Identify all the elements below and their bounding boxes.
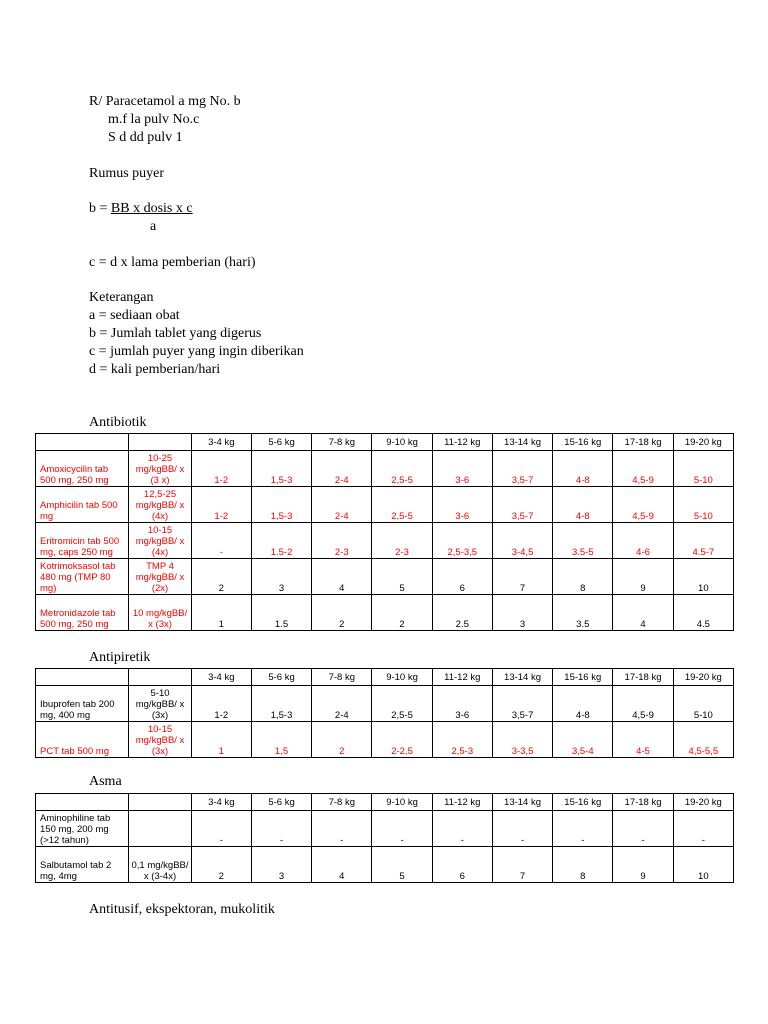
- table-row: [36, 595, 734, 631]
- dose-value: 4-8: [553, 451, 613, 487]
- dose-value: 5-10: [673, 451, 733, 487]
- dose-value: 2-4: [312, 451, 372, 487]
- legend-item: d = kali pemberian/hari: [89, 362, 221, 377]
- dose-value: 2,5-3,5: [432, 523, 492, 559]
- header-blank: [129, 669, 191, 686]
- drug-name: Kotrimoksasol tab 480 mg (TMP 80 mg): [36, 559, 129, 595]
- dose-value: 4,5-9: [613, 451, 673, 487]
- header-row: [36, 669, 734, 686]
- section-title: Antitusif, ekspektoran, mukolitik: [89, 902, 275, 917]
- dose-value: 3-6: [432, 487, 492, 523]
- dose-value: 10: [673, 847, 733, 883]
- dose-value: 4,5-5,5: [673, 722, 733, 758]
- header-blank: [36, 434, 129, 451]
- dose-value: 4.5-7: [673, 523, 733, 559]
- header-blank: [36, 669, 129, 686]
- weight-header: 19-20 kg: [673, 669, 733, 686]
- dose-value: 2-4: [312, 487, 372, 523]
- dose-cell: 10 mg/kgBB/ x (3x): [129, 595, 191, 631]
- dose-value: -: [492, 811, 552, 847]
- weight-header: 17-18 kg: [613, 434, 673, 451]
- dose-value: 3: [251, 847, 311, 883]
- rumus-title: Rumus puyer: [89, 166, 165, 181]
- dose-value: 3,5-7: [492, 686, 552, 722]
- table-row: [36, 811, 734, 847]
- dose-cell: 0,1 mg/kgBB/ x (3-4x): [129, 847, 191, 883]
- weight-header: 9-10 kg: [372, 434, 432, 451]
- weight-header: 13-14 kg: [492, 794, 552, 811]
- dose-value: 4,5-9: [613, 686, 673, 722]
- section-title: Antipiretik: [89, 650, 151, 665]
- dose-value: 4.5: [673, 595, 733, 631]
- dose-value: 1: [191, 595, 251, 631]
- dose-cell: 10-25 mg/kgBB/ x (3 x): [129, 451, 191, 487]
- dose-value: -: [251, 811, 311, 847]
- dose-value: 2,5-5: [372, 451, 432, 487]
- dose-value: 1,5-3: [251, 451, 311, 487]
- dose-value: 3.5: [553, 595, 613, 631]
- drug-name: Ibuprofen tab 200 mg, 400 mg: [36, 686, 129, 722]
- dose-value: 2,5-3: [432, 722, 492, 758]
- dose-value: 2: [372, 595, 432, 631]
- dose-value: 4-6: [613, 523, 673, 559]
- dose-value: 3: [251, 559, 311, 595]
- header-row: [36, 434, 734, 451]
- weight-header: 13-14 kg: [492, 669, 552, 686]
- dose-value: 3-3,5: [492, 722, 552, 758]
- dose-value: 2.5: [432, 595, 492, 631]
- dose-value: 3,5-7: [492, 451, 552, 487]
- dose-value: -: [312, 811, 372, 847]
- dose-cell: 5-10 mg/kgBB/ x (3x): [129, 686, 191, 722]
- dose-value: 4,5-9: [613, 487, 673, 523]
- weight-header: 17-18 kg: [613, 794, 673, 811]
- dose-value: -: [191, 811, 251, 847]
- dose-value: 8: [553, 559, 613, 595]
- weight-header: 15-16 kg: [553, 434, 613, 451]
- dose-value: 2,5-5: [372, 487, 432, 523]
- dose-value: 5: [372, 559, 432, 595]
- dose-value: 2: [191, 847, 251, 883]
- dose-value: 3,5-7: [492, 487, 552, 523]
- table-row: [36, 523, 734, 559]
- dose-value: -: [432, 811, 492, 847]
- weight-header: 17-18 kg: [613, 669, 673, 686]
- dose-value: 1.5-2: [251, 523, 311, 559]
- dose-value: 3-6: [432, 686, 492, 722]
- drug-name: Eritromicin tab 500 mg, caps 250 mg: [36, 523, 129, 559]
- dose-value: 2-4: [312, 686, 372, 722]
- formula-b-denominator: a: [150, 219, 157, 234]
- weight-header: 13-14 kg: [492, 434, 552, 451]
- rx-line: S d dd pulv 1: [108, 130, 183, 145]
- table-row: [36, 847, 734, 883]
- dose-value: 4: [613, 595, 673, 631]
- weight-header: 3-4 kg: [191, 434, 251, 451]
- dosage-table: [35, 668, 734, 758]
- weight-header: 19-20 kg: [673, 794, 733, 811]
- dose-value: 2-3: [372, 523, 432, 559]
- dose-value: 2: [312, 722, 372, 758]
- weight-header: 15-16 kg: [553, 794, 613, 811]
- dose-value: 3,5-4: [553, 722, 613, 758]
- legend-item: b = Jumlah tablet yang digerus: [89, 326, 262, 341]
- dose-value: 5: [372, 847, 432, 883]
- formula-b-prefix: b =: [89, 201, 111, 216]
- rx-line: R/ Paracetamol a mg No. b: [89, 94, 241, 109]
- dose-cell: 10-15 mg/kgBB/ x (3x): [129, 722, 191, 758]
- dose-value: -: [191, 523, 251, 559]
- header-blank: [129, 434, 191, 451]
- drug-name: PCT tab 500 mg: [36, 722, 129, 758]
- dose-value: 5-10: [673, 487, 733, 523]
- dose-value: 10: [673, 559, 733, 595]
- dose-value: 1,5-3: [251, 686, 311, 722]
- dose-value: 3.5-5: [553, 523, 613, 559]
- dose-value: 7: [492, 559, 552, 595]
- dose-cell: [129, 811, 191, 847]
- dose-value: 9: [613, 847, 673, 883]
- weight-header: 11-12 kg: [432, 669, 492, 686]
- drug-name: Amoxicycilin tab 500 mg, 250 mg: [36, 451, 129, 487]
- weight-header: 15-16 kg: [553, 669, 613, 686]
- section-title: Antibiotik: [89, 415, 147, 430]
- weight-header: 11-12 kg: [432, 794, 492, 811]
- dose-value: 4-5: [613, 722, 673, 758]
- formula-c: c = d x lama pemberian (hari): [89, 255, 256, 270]
- dose-value: 2: [312, 595, 372, 631]
- dose-value: 4-8: [553, 686, 613, 722]
- section-title: Asma: [89, 774, 122, 789]
- dose-value: 1,5: [251, 722, 311, 758]
- dose-value: 4: [312, 559, 372, 595]
- dose-value: 1-2: [191, 487, 251, 523]
- table-row: [36, 686, 734, 722]
- dose-value: 1-2: [191, 451, 251, 487]
- table-row: [36, 722, 734, 758]
- dose-cell: 12,5-25 mg/kgBB/ x (4x): [129, 487, 191, 523]
- weight-header: 11-12 kg: [432, 434, 492, 451]
- dose-value: 1,5-3: [251, 487, 311, 523]
- dose-value: 5-10: [673, 686, 733, 722]
- weight-header: 7-8 kg: [312, 669, 372, 686]
- dose-value: 1: [191, 722, 251, 758]
- dose-cell: 10-15 mg/kgBB/ x (4x): [129, 523, 191, 559]
- table-row: [36, 487, 734, 523]
- drug-name: Amphicilin tab 500 mg: [36, 487, 129, 523]
- weight-header: 19-20 kg: [673, 434, 733, 451]
- weight-header: 5-6 kg: [251, 794, 311, 811]
- rx-line: m.f la pulv No.c: [108, 112, 200, 127]
- header-blank: [36, 794, 129, 811]
- dose-value: -: [372, 811, 432, 847]
- dosage-table: [35, 433, 734, 631]
- dose-value: 3-4,5: [492, 523, 552, 559]
- drug-name: Aminophiline tab 150 mg, 200 mg (>12 tahun): [36, 811, 129, 847]
- dose-value: -: [553, 811, 613, 847]
- dosage-table: [35, 793, 734, 883]
- dose-value: 1-2: [191, 686, 251, 722]
- header-row: [36, 794, 734, 811]
- keterangan-title: Keterangan: [89, 290, 154, 305]
- table-row: [36, 451, 734, 487]
- formula-b: [89, 200, 193, 218]
- dose-value: 7: [492, 847, 552, 883]
- dose-value: 6: [432, 847, 492, 883]
- dose-value: 2-2,5: [372, 722, 432, 758]
- weight-header: 7-8 kg: [312, 794, 372, 811]
- drug-name: Salbutamol tab 2 mg, 4mg: [36, 847, 129, 883]
- header-blank: [129, 794, 191, 811]
- dose-value: -: [613, 811, 673, 847]
- table-row: [36, 559, 734, 595]
- dose-value: 9: [613, 559, 673, 595]
- dose-value: 6: [432, 559, 492, 595]
- weight-header: 9-10 kg: [372, 669, 432, 686]
- dose-value: 8: [553, 847, 613, 883]
- dose-value: 3-6: [432, 451, 492, 487]
- dose-value: 4-8: [553, 487, 613, 523]
- drug-name: Metronidazole tab 500 mg, 250 mg: [36, 595, 129, 631]
- weight-header: 9-10 kg: [372, 794, 432, 811]
- formula-b-numerator: BB x dosis x c: [110, 201, 193, 216]
- weight-header: 3-4 kg: [191, 794, 251, 811]
- dose-value: 2: [191, 559, 251, 595]
- dose-value: 2,5-5: [372, 686, 432, 722]
- legend-item: a = sediaan obat: [89, 308, 180, 323]
- weight-header: 7-8 kg: [312, 434, 372, 451]
- dose-value: 4: [312, 847, 372, 883]
- weight-header: 5-6 kg: [251, 669, 311, 686]
- dose-value: -: [673, 811, 733, 847]
- weight-header: 3-4 kg: [191, 669, 251, 686]
- legend-item: c = jumlah puyer yang ingin diberikan: [89, 344, 304, 359]
- weight-header: 5-6 kg: [251, 434, 311, 451]
- dose-cell: TMP 4 mg/kgBB/ x (2x): [129, 559, 191, 595]
- dose-value: 2-3: [312, 523, 372, 559]
- dose-value: 1.5: [251, 595, 311, 631]
- dose-value: 3: [492, 595, 552, 631]
